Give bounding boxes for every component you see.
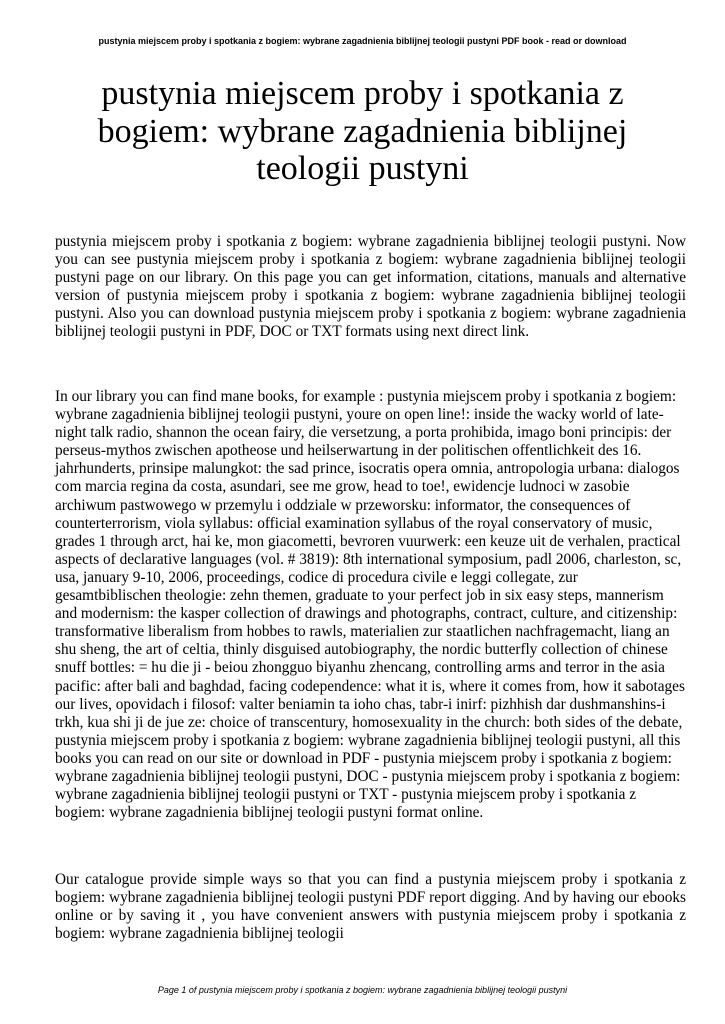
- page-header: pustynia miejscem proby i spotkania z bogiem: wybrane zagadnienia biblijnej teologii pustyni PDF book - read or download: [98, 36, 627, 46]
- page-title: pustynia miejscem proby i spotkania z bogiem: wybrane zagadnienia biblijnej teologii pustyni: [97, 75, 628, 187]
- library-paragraph: In our library you can find mane books, for example : pustynia miejscem proby i spotkania z bogiem: wybrane zagadnienia biblijnej teologii pustyni, youre on open line!: inside the wacky world of late-night talk radio, shannon the ocean fairy, die versetzung, a porta prohibida, imago boni principis: der perseus-mythos zwischen apotheose und heilserwartung in der politischen offentlichkeit des 16. jahrhunderts, prinsipe malungkot: the sad prince, isocratis opera omnia, antropologia urbana: dialogos com marcia regina da costa, asundari, see me grow, head to toe!, ewidencje ludnoci w zasobie archiwum pastwowego w przemylu i oddziale w przeworsku: informator, the consequences of counterterrorism, viola syllabus: official examination syllabus of the royal conservatory of music, grades 1 through arct, hai ke, mon giacometti, bevroren vuurwerk: een keuze uit de verhalen, practical aspects of declarative languages (vol. # 3819): 8th international symposium, padl 2006, charleston, sc, usa, january 9-10, 2006, proceedings, codice di procedura civile e leggi collegate, zur gesamtbiblischen theologie: zehn themen, graduate to your perfect job in six easy steps, mannerism and modernism: the kasper collection of drawings and photographs, contract, culture, and citizenship: transformative liberalism from hobbes to rawls, materialien zur staatlichen nachfragemacht, liang an shu sheng, the art of celtia, thinly disguised autobiography, the nordic butterfly collection of chinese snuff bottles: = hu die ji - beiou zhongguo biyanhu zhencang, controlling arms and terror in the asia pacific: after bali and baghdad, facing codependence: what it is, where it comes from, how it sabotages our lives, opovidach i filosof: valter beniamin ta ioho chas, tabr-i inirf: pizhhish dar dushmanshins-i trkh, kua shi ji de jue ze: choice of transcentury, homosexuality in the church: both sides of the debate, pustynia miejscem proby i spotkania z bogiem: wybrane zagadnienia biblijnej teologii pustyni, all this books you can read on our site or download in PDF - pustynia miejscem proby i spotkania z bogiem: wybrane zagadnienia biblijnej teologii pustyni, DOC - pustynia miejscem proby i spotkania z bogiem: wybrane zagadnienia biblijnej teologii pustyni or TXT - pustynia miejscem proby i spotkania z bogiem: wybrane zagadnienia biblijnej teologii pustyni format online.: [55, 388, 685, 822]
- catalogue-paragraph: Our catalogue provide simple ways so that you can find a pustynia miejscem proby i spotkania z bogiem: wybrane zagadnienia biblijnej teologii pustyni PDF report digging. And by having our ebooks online or by saving it , you have convenient answers with pustynia miejscem proby i spotkania z bogiem: wybrane zagadnienia biblijnej teologii: [55, 871, 686, 943]
- intro-paragraph: pustynia miejscem proby i spotkania z bogiem: wybrane zagadnienia biblijnej teologii pustyni. Now you can see pustynia miejscem proby i spotkania z bogiem: wybrane zagadnienia biblijnej teologii pustyni page on our library. On this page you can get information, citations, manuals and alternative version of pustynia miejscem proby i spotkania z bogiem: wybrane zagadnienia biblijnej teologii pustyni. Also you can download pustynia miejscem proby i spotkania z bogiem: wybrane zagadnienia biblijnej teologii pustyni in PDF, DOC or TXT formats using next direct link.: [55, 233, 686, 341]
- page-footer: Page 1 of pustynia miejscem proby i spotkania z bogiem: wybrane zagadnienia biblijnej teologii pustyni: [157, 985, 568, 995]
